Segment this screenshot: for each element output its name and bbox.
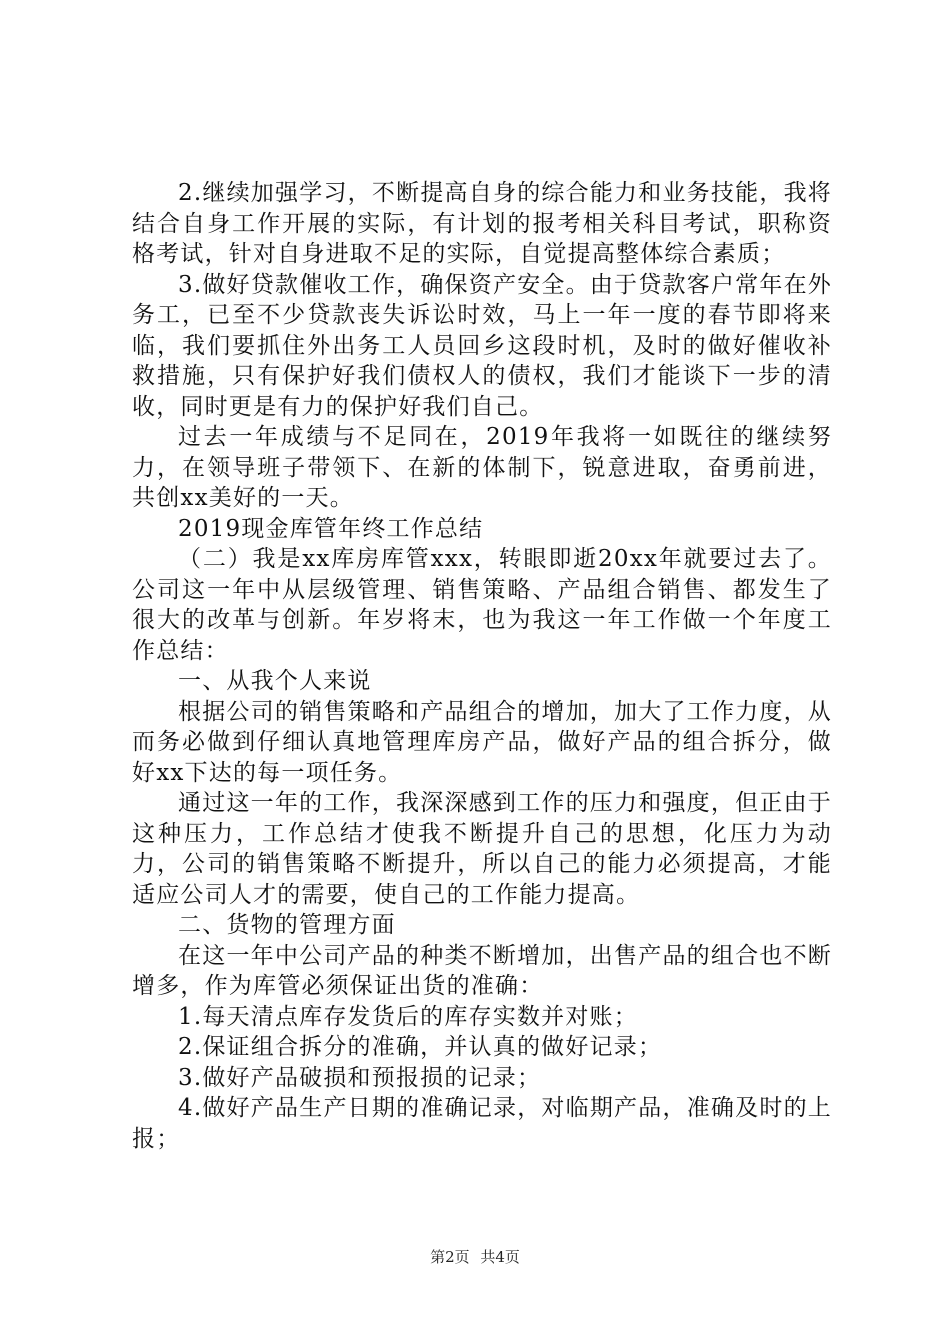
heading-goods-management: 二、货物的管理方面 [178,912,396,938]
paragraph-summary-closing: 过去一年成绩与不足同在，2019年我将一如既往的继续努力，在领导班子带领下、在新的体制下，锐意进取，奋勇前进，共创xx美好的一天。 [132,424,832,511]
paragraph-strategy: 根据公司的销售策略和产品组合的增加，加大了工作力度，从而务必做到仔细认真地管理库房产品，做好产品的组合拆分，做好xx下达的每一项任务。 [132,698,832,786]
list-item-inventory: 1.每天清点库存发货后的库存实数并对账； [178,1003,638,1030]
paragraph-loan-collection: 3.做好贷款催收工作，确保资产安全。由于贷款客户常年在外务工，已至不少贷款丧失诉讼时效，马上一年一度的春节即将来临，我们要抓住外出务工人员回乡这段时机，及时的做好催收补救措施，只有保护好我们债权人的债权，我们才能谈下一步的清收，同时更是有力的保护好我们自己。 [132,271,832,420]
document-body [132,178,832,1154]
list-item-dates: 4.做好产品生产日期的准确记录，对临期产品，准确及时的上报； [132,1095,832,1152]
paragraph-goods-intro: 在这一年中公司产品的种类不断增加，出售产品的组合也不断增多，作为库管必须保证出货的准确： [132,942,832,999]
list-item-damage: 3.做好产品破损和预报损的记录； [178,1064,542,1091]
heading-personal: 一、从我个人来说 [178,668,372,694]
page-footer [0,1246,950,1267]
page-total: 共4页 [480,1248,520,1266]
paragraph-intro: （二）我是xx库房库管xxx，转眼即逝20xx年就要过去了。公司这一年中从层级管理、销售策略、产品组合销售、都发生了很大的改革与创新。年岁将末，也为我这一年工作做一个年度工作总结： [132,546,832,664]
paragraph-pressure: 通过这一年的工作，我深深感到工作的压力和强度，但正由于这种压力，工作总结才使我不断提升自己的思想，化压力为动力，公司的销售策略不断提升，所以自己的能力必须提高，才能适应公司人才的需要，使自己的工作能力提高。 [132,790,832,908]
section-title: 2019现金库管年终工作总结 [178,515,484,542]
paragraph-study: 2.继续加强学习，不断提高自身的综合能力和业务技能，我将结合自身工作开展的实际，有计划的报考相关科目考试，职称资格考试，针对自身进取不足的实际，自觉提高整体综合素质； [132,180,832,267]
page-number: 第2页 [430,1248,470,1266]
list-item-records: 2.保证组合拆分的准确，并认真的做好记录； [178,1034,663,1060]
